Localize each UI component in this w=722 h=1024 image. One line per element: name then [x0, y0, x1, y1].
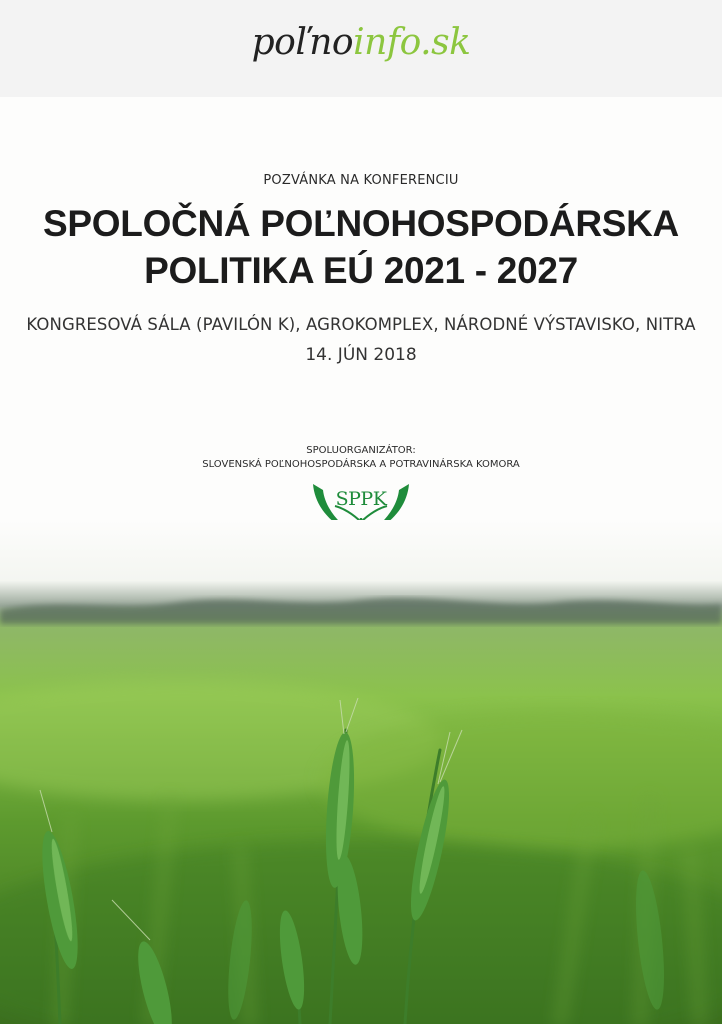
event-date: 14. JÚN 2018 [305, 345, 417, 365]
title-line-1: SPOLOČNÁ POĽNOHOSPODÁRSKA [43, 203, 679, 244]
logo-text-dark: poľno [251, 22, 354, 63]
conference-title [0, 200, 722, 294]
invitation-label: POZVÁNKA NA KONFERENCIU [263, 173, 459, 188]
coorganizer-name: SLOVENSKÁ POĽNOHOSPODÁRSKA A POTRAVINÁRSKA KOMORA [202, 459, 520, 470]
coorganizer-label: SPOLUORGANIZÁTOR: [306, 445, 416, 456]
sppk-logo-text: SPPK [335, 488, 387, 510]
logo-text-green: info.sk [353, 22, 471, 63]
venue-text: KONGRESOVÁ SÁLA (PAVILÓN K), AGROKOMPLEX, NÁRODNÉ VÝSTAVISKO, NITRA [26, 315, 696, 334]
wheat-field-image [0, 520, 722, 1024]
polnoinfo-logo[interactable] [0, 22, 722, 63]
page-header [0, 0, 722, 97]
coorganizer-block [0, 444, 722, 472]
title-line-2: POLITIKA EÚ 2021 - 2027 [144, 250, 578, 291]
